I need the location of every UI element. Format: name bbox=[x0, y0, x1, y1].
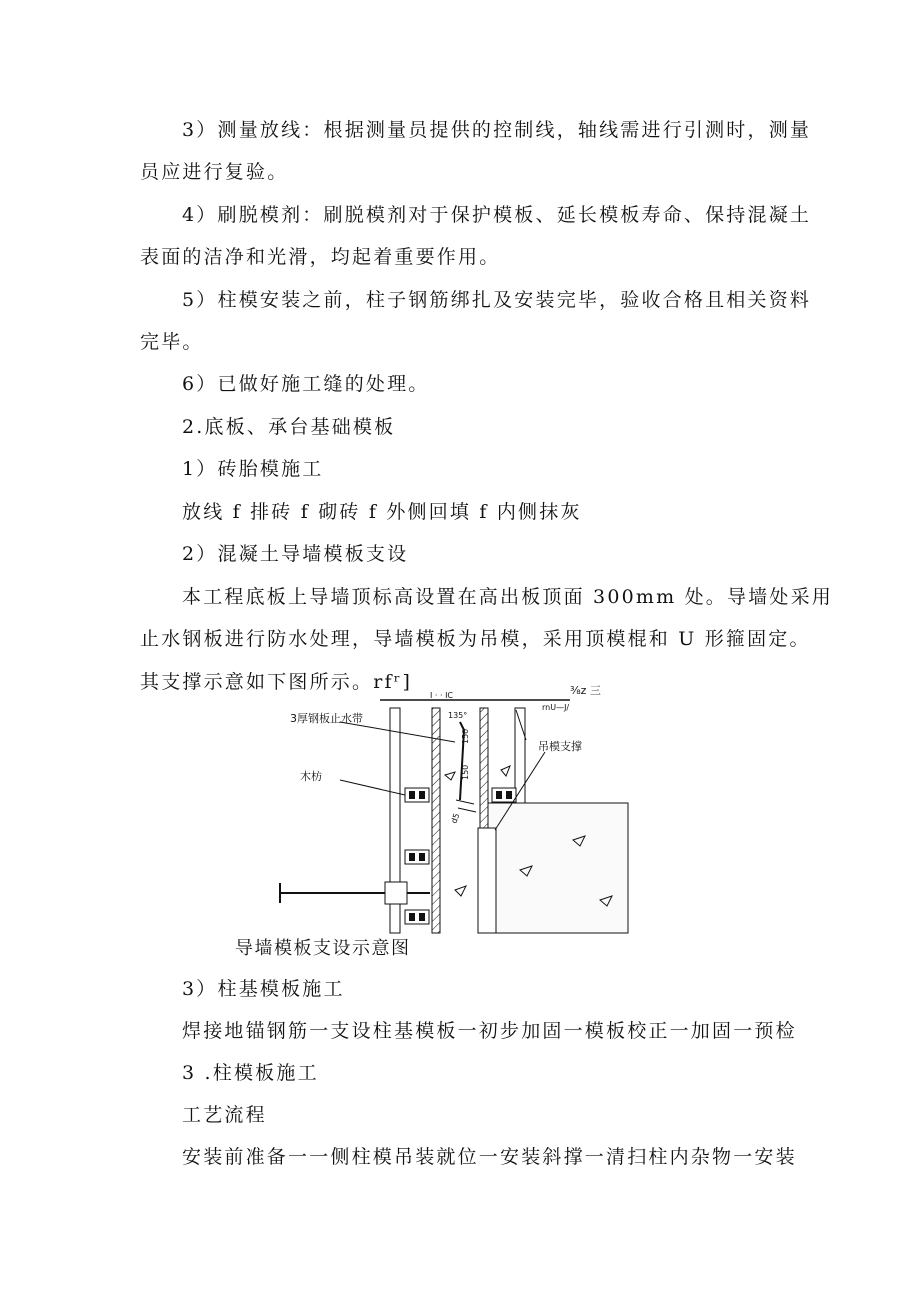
subsection-1-heading: 1）砖胎模施工 bbox=[182, 458, 324, 480]
process-heading: 工艺流程 bbox=[182, 1104, 267, 1126]
section-2-heading: 2.底板、承台基础模板 bbox=[182, 416, 396, 438]
guide-wall-formwork-diagram bbox=[280, 684, 640, 940]
column-flow: 安装前准备一一侧柱模吊装就位一安装斜撑一清扫柱内杂物一安装 bbox=[182, 1146, 797, 1168]
label-hanging-support: 吊模支撑 bbox=[538, 740, 582, 753]
wood-block-1 bbox=[405, 788, 429, 802]
label-dim1: 150 bbox=[461, 728, 470, 744]
guide-wall-line2: 止水钢板进行防水处理，导墙模板为吊模，采用顶模棍和 U 形箍固定。 bbox=[140, 628, 811, 650]
section-3-heading: 3 .柱模板施工 bbox=[182, 1062, 319, 1084]
subsection-2-heading: 2）混凝土导墙模板支设 bbox=[182, 543, 409, 565]
para-3-line1: 3）测量放线：根据测量员提供的控制线，轴线需进行引测时，测量 bbox=[182, 119, 812, 141]
label-top-right: rnU—J/ bbox=[542, 703, 570, 712]
guide-wall-line3: 其支撑示意如下图所示。rfʳ] bbox=[140, 671, 413, 693]
figure-caption: 导墙模板支设示意图 bbox=[235, 938, 411, 959]
brick-flow: 放线 f 排砖 f 砌砖 f 外侧回填 f 内侧抹灰 bbox=[182, 501, 582, 523]
label-fraction: ⅜z 三 bbox=[570, 684, 601, 697]
label-top-left: I · · IC bbox=[430, 691, 454, 700]
para-5-line2: 完毕。 bbox=[140, 331, 204, 353]
label-angle: 135° bbox=[448, 711, 468, 720]
slab bbox=[488, 803, 628, 933]
label-wood: 木枋 bbox=[300, 770, 322, 783]
para-6: 6）已做好施工缝的处理。 bbox=[182, 373, 430, 395]
wood-block-2 bbox=[492, 788, 516, 802]
guide-wall-line1: 本工程底板上导墙顶标高设置在高出板顶面 300mm 处。导墙处采用 bbox=[182, 586, 833, 608]
para-5-line1: 5）柱模安装之前，柱子钢筋绑扎及安装完毕，验收合格且相关资料 bbox=[182, 289, 812, 311]
label-d5: d5 bbox=[449, 812, 462, 825]
hanging-support-post bbox=[478, 828, 496, 933]
column-base-flow: 焊接地锚钢筋一支设柱基模板一初步加固一模板校正一加固一预检 bbox=[182, 1020, 797, 1042]
label-dim2: 150 bbox=[461, 764, 470, 780]
wood-block-3 bbox=[405, 850, 429, 864]
left-wall bbox=[432, 708, 440, 933]
subsection-3-heading: 3）柱基模板施工 bbox=[182, 978, 345, 1000]
tie-nut bbox=[385, 882, 407, 904]
wood-block-4 bbox=[405, 910, 429, 924]
para-4-line2: 表面的洁净和光滑，均起着重要作用。 bbox=[140, 246, 501, 268]
para-3-line2: 员应进行复验。 bbox=[140, 161, 289, 183]
label-water-stop: 3厚钢板止水带 bbox=[290, 712, 363, 725]
para-4-line1: 4）刷脱模剂：刷脱模剂对于保护模板、延长模板寿命、保持混凝土 bbox=[182, 204, 812, 226]
